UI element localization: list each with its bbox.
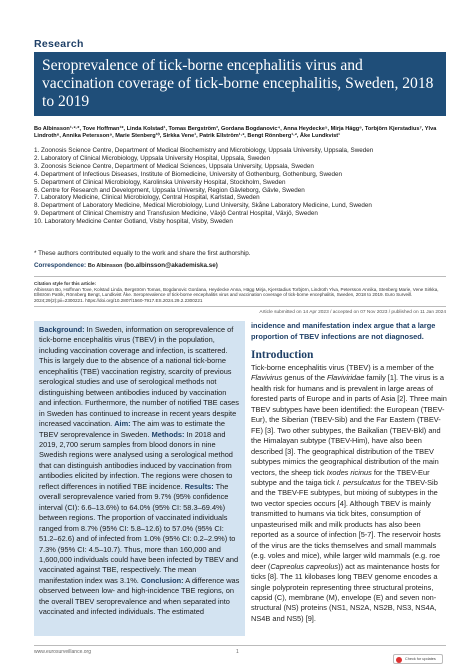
affiliation-item: 2. Laboratory of Clinical Microbiology, Uppsala University Hospital, Uppsala, Sweden	[34, 154, 271, 162]
abstract-aim: The aim was to estimate the TBEV seroprevalence in Sweden.	[39, 419, 225, 439]
correspondence	[34, 262, 446, 269]
abstract-conclusion-label: Conclusion:	[140, 575, 184, 585]
intro-tick-species: Ixodes ricinus	[326, 467, 372, 477]
title-banner	[34, 52, 446, 116]
contribution-note: * These authors contributed equally to the work and share the first authorship.	[34, 250, 251, 257]
article-dates: Article submitted on 14 Apr 2023 / accepted on 07 Nov 2023 / published on 11 Jan 2024	[259, 310, 446, 315]
introduction-heading: Introduction	[251, 349, 314, 361]
intro-text: Tick-borne encephalitis virus (TBEV) is a member of the	[251, 363, 434, 372]
divider	[34, 276, 446, 277]
affiliation-list	[34, 147, 446, 226]
citation-label: Citation style for this article:	[34, 281, 97, 286]
citation-text: Albinsson Bo, Hoffman Tove, Kolstad Linda, Bergström Tomas, Bogdanovic Gordana, Heydecke Anna, Hägg Mirja, Kjerstadius Torbjörn, Lindroth Ylva, Petersson Annika, Stenberg Marie, Vene Sirkka, Ellström Patrik, Rönnberg Bengt, Lundkvist Åke. Seroprevalence of tick-borne encephalitis virus and vaccination coverage of tick-borne encephalitis, Sweden, 2018 to 2019. Euro Surveill. 2024;29(2):pii=2300221. https://doi.org/10.2807/1560-7917.ES.2024.29.2.2300221	[34, 286, 439, 303]
right-column	[251, 321, 447, 638]
abstract-background: In Sweden, information on seroprevalence of tick-borne encephalitis virus (TBEV) in the population, including vaccination coverage and infection, is scattered. This is largely due to the absence of a national tick-borne encephalitis (TBE) vaccination registry, scarcity of previous serological studies and use of serological methods not distinguishing between antibodies induced by vaccination and infection. Furthermore, the number of notified TBE cases in Sweden has continued to increase in recent years despite increased vaccination.	[39, 325, 239, 429]
abstract-methods: In 2018 and 2019, 2,700 serum samples from blood donors in nine Swedish regions were analysed using a serological method that can distinguish antibodies induced by vaccination from antibodies elicited by infection. The regions were chosen to reflect differences in notified TBE incidence.	[39, 429, 233, 491]
affiliation-item: 8. Department of Laboratory Medicine, Medical Microbiology, Lund University, Skåne Laboratory Medicine, Lund, Sweden	[34, 202, 372, 210]
intro-family: Flaviviridae	[327, 373, 365, 383]
affiliation-item: 4. Department of Infectious Diseases, Institute of Biomedicine, University of Gothenburg, Gothenburg, Sweden	[34, 170, 343, 178]
intro-text: for the TBEV-Sib and the TBEV-FE subtypes, but mixing of subtypes in the two vector species occurs [4]. Although TBEV is mainly transmitted to humans via tick bites, consumption of unpasteurised milk and milk products has also been reported as a source of infection [5-7]. The reservoir hosts of the virus are the ticks themselves and small mammals (e.g. voles and mice), while larger wild mammals (e.g. roe deer (	[251, 477, 441, 571]
abstract-conclusion: A difference was observed between low- and high-incidence TBE regions, on the overall TBEV seroprevalence and when separated into vaccinated and infected individuals. The estimated	[39, 575, 240, 617]
abstract-results: The overall seroprevalence varied from 9.7% (95% confidence interval (CI): 6.6–13.6%) to 64.0% (95% CI: 58.3–69.4%) between regions. The proportion of vaccinated individuals ranged from 8.7% (95% CI: 5.8–12.6) to 57.0% (95% CI: 51.2–62.6) and of infected from 1.0% (95% CI: 0.2–2.9%) to 7.3% (95% CI: 4.5–10.7). Thus, more than 160,000 and 1,600,000 individuals could have been infected by TBEV and vaccinated against TBE, respectively. The mean manifestation index was 3.1%.	[39, 481, 239, 585]
page-number: 1	[236, 649, 239, 655]
affiliation-item: 1. Zoonosis Science Centre, Department of Medical Biochemistry and Microbiology, Uppsala University, Uppsala, Sweden	[34, 147, 374, 154]
check-for-updates-badge[interactable]	[393, 654, 443, 664]
affiliation-item: 3. Zoonosis Science Centre, Department of Medical Sciences, Uppsala University, Uppsala, Sweden	[34, 162, 314, 170]
intro-tick-species: I. persulcatus	[336, 477, 381, 487]
abstract-results-label: Results:	[184, 481, 214, 491]
divider	[34, 306, 446, 307]
introduction-paragraph	[251, 363, 447, 638]
citation-block	[34, 281, 446, 303]
footer-divider	[34, 645, 446, 646]
affiliation-item: 7. Laboratory Medicine, Clinical Microbiology, Central Hospital, Karlstad, Sweden	[34, 194, 260, 202]
affiliation-item: 9. Department of Clinical Chemistry and Transfusion Medicine, Växjö Central Hospital, Växjö, Sweden	[34, 210, 318, 218]
intro-text: )) act as maintenance hosts for ticks [8]. The 11 kilobases long TBEV genome encodes a single polyprotein representing three structural proteins, capsid (C), membrane (M), envelope (E) and seven non-structural (NS) proteins (NS1, NS2A, NS2B, NS3, NS4A, NS4B and NS5) [9].	[251, 561, 440, 623]
check-updates-icon	[396, 657, 402, 663]
abstract-box	[34, 321, 245, 636]
check-updates-label: Check for updates	[405, 657, 436, 661]
correspondence-label: Correspondence:	[34, 262, 87, 269]
journal-url[interactable]: www.eurosurveillance.org	[34, 649, 91, 655]
intro-text: for the TBEV-Eur subtype and the taiga tick	[251, 467, 430, 487]
intro-text: family [1]. The virus is a health risk for humans and is prevalent in large areas of forested parts of Europe and in parts of Asia [2]. Three main TBEV subtypes have been identified: the European (TBEV-Eur), the Siberian (TBEV-Sib) and the Far Eastern (TBEV-FE) [3]. Two other subtypes, the Baikalian (TBEV-Bkl) and the Himalayan subtype (TBEV-Him), have also been described [3]. The geographical distribution of the TBEV subtypes mimics the geographical distribution of the main vectors, the sheep tick	[251, 373, 447, 477]
affiliation-item: 5. Department of Clinical Microbiology, Karolinska University Hospital, Stockholm, Sweden	[34, 178, 286, 186]
article-title: Seroprevalence of tick-borne encephalitis virus and vaccination coverage of tick-borne encephalitis, Sweden, 2018 to 2019	[42, 57, 434, 110]
affiliation-item: 6. Centre for Research and Development, Uppsala University, Region Gävleborg, Gävle, Sweden	[34, 186, 305, 194]
intro-deer-species: Capreolus capreolus	[270, 561, 339, 571]
intro-text: genus of the	[282, 373, 328, 383]
section-label: Research	[34, 38, 84, 50]
abstract-background-label: Background:	[39, 325, 85, 334]
abstract-continuation: incidence and manifestation index argue that a large proportion of TBEV infections are not diagnosed.	[251, 321, 436, 341]
author-list: Bo Albinsson¹·²·*, Tove Hoffman¹*, Linda Kolstad¹, Tomas Bergström³, Gordana Bogdanovic⁴, Anna Heydecke⁵, Mirja Hägg⁶, Torbjörn Kjerstadius⁷, Ylva Lindroth⁸, Annika Petersson⁹, Marie Stenberg¹⁰, Sirkka Vene¹, Patrik Ellström¹·², Bengt Rönnberg¹·², Åke Lundkvist¹	[34, 126, 437, 139]
abstract-methods-label: Methods:	[151, 429, 185, 439]
correspondence-name: Bo Albinsson	[87, 263, 123, 269]
correspondence-email[interactable]: (bo.albinsson@akademiska.se)	[124, 262, 218, 269]
abstract-aim-label: Aim:	[114, 419, 131, 429]
intro-genus: Flavivirus	[251, 373, 283, 383]
affiliation-item: 10. Laboratory Medicine Center Gotland, Visby hospital, Visby, Sweden	[34, 218, 233, 226]
